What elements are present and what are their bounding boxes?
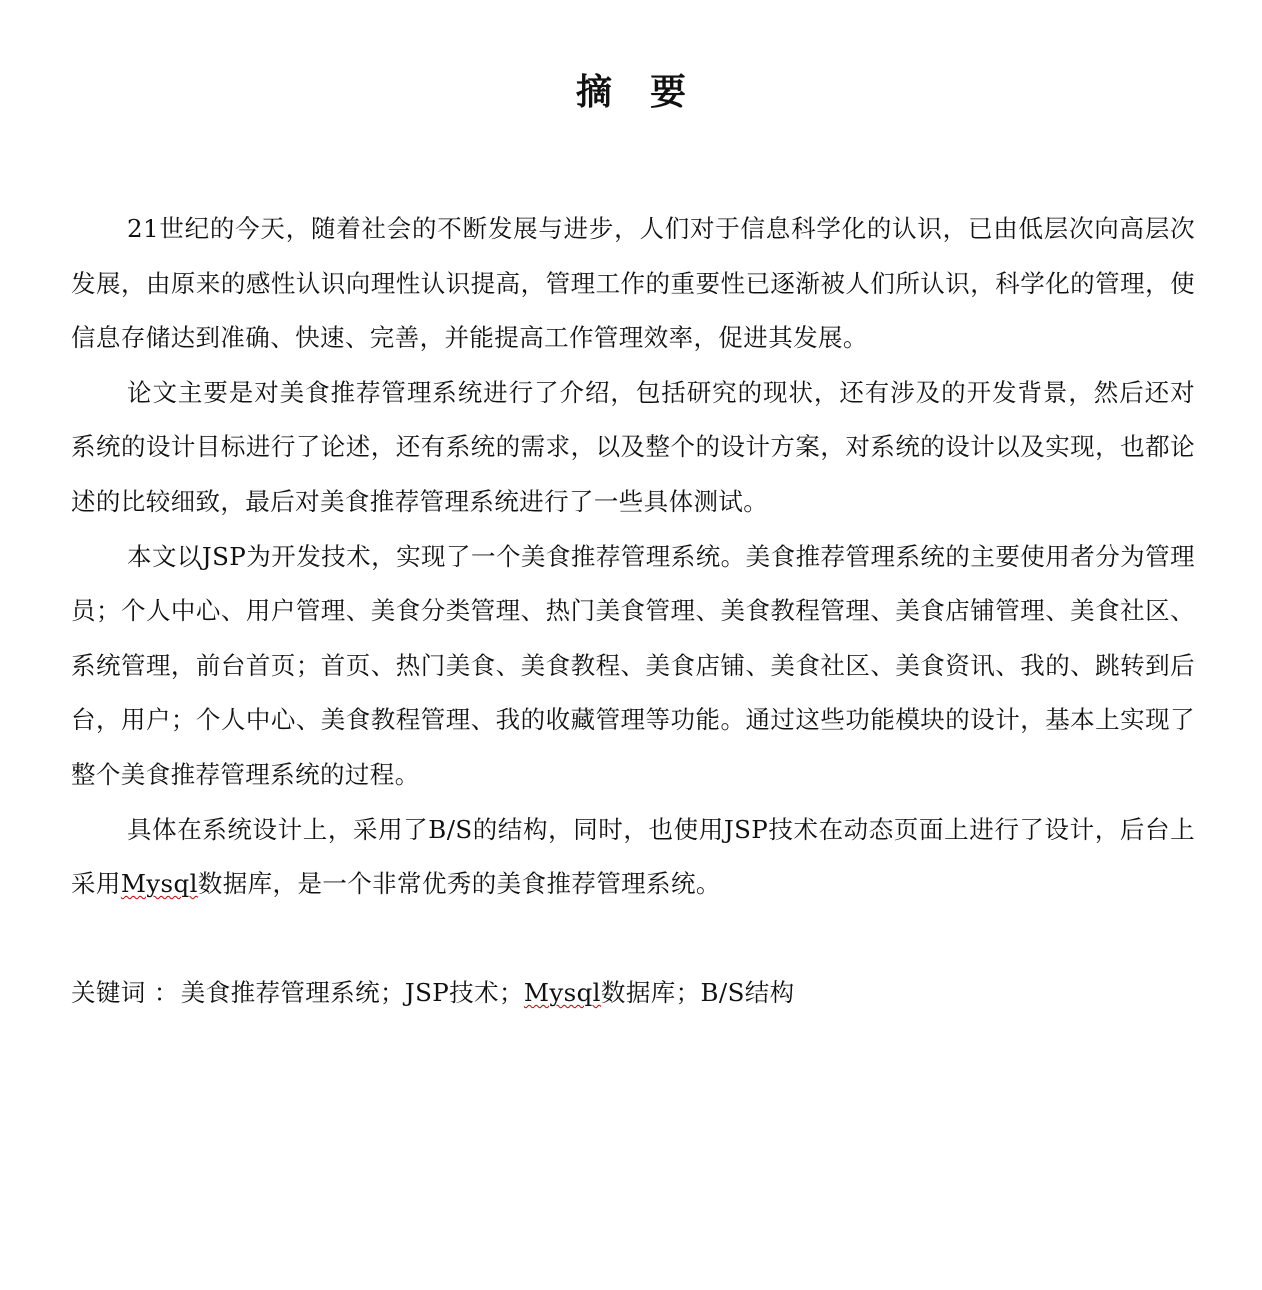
abstract-paragraph-2: 论文主要是对美食推荐管理系统进行了介绍，包括研究的现状，还有涉及的开发背景，然后还对系统的设计目标进行了论述，还有系统的需求，以及整个的设计方案，对系统的设计以及实现，也都论述的比较细致，最后对美食推荐管理系统进行了一些具体测试。 xyxy=(71,377,1195,516)
paragraph-4-text-b: 数据库，是一个非常优秀的美食推荐管理系统。 xyxy=(197,869,721,899)
abstract-title: 摘要 xyxy=(575,71,724,113)
abstract-paragraph-4 xyxy=(71,803,1195,912)
keywords-list-b: 数据库；B/S结构 xyxy=(600,978,795,1007)
mysql-term: Mysql xyxy=(120,869,198,899)
abstract-paragraph-3: 本文以JSP为开发技术，实现了一个美食推荐管理系统。美食推荐管理系统的主要使用者分为管理员；个人中心、用户管理、美食分类管理、热门美食管理、美食教程管理、美食店铺管理、美食社区、系统管理，前台首页；首页、热门美食、美食教程、美食店铺、美食社区、美食资讯、我的、跳转到后台，用户；个人中心、美食教程管理、我的收藏管理等功能。通过这些功能模块的设计，基本上实现了整个美食推荐管理系统的过程。 xyxy=(71,541,1195,789)
keywords-line xyxy=(71,966,1195,1020)
paragraph-4-text-a: 具体在系统设计上，采用了B/S的结构，同时，也使用JSP技术在动态页面上进行了设计，后台上采用 xyxy=(71,814,1195,899)
abstract-paragraph-1: 21世纪的今天，随着社会的不断发展与进步，人们对于信息科学化的认识，已由低层次向高层次发展，由原来的感性认识向理性认识提高，管理工作的重要性已逐渐被人们所认识，科学化的管理，使信息存储达到准确、快速、完善，并能提高工作管理效率，促进其发展。 xyxy=(71,214,1195,353)
abstract-body xyxy=(71,202,1195,912)
keywords-mysql-term: Mysql xyxy=(523,978,601,1007)
keywords-label: 关键词 ： xyxy=(71,978,179,1007)
keywords-list-a: 美食推荐管理系统；JSP技术； xyxy=(180,978,524,1007)
